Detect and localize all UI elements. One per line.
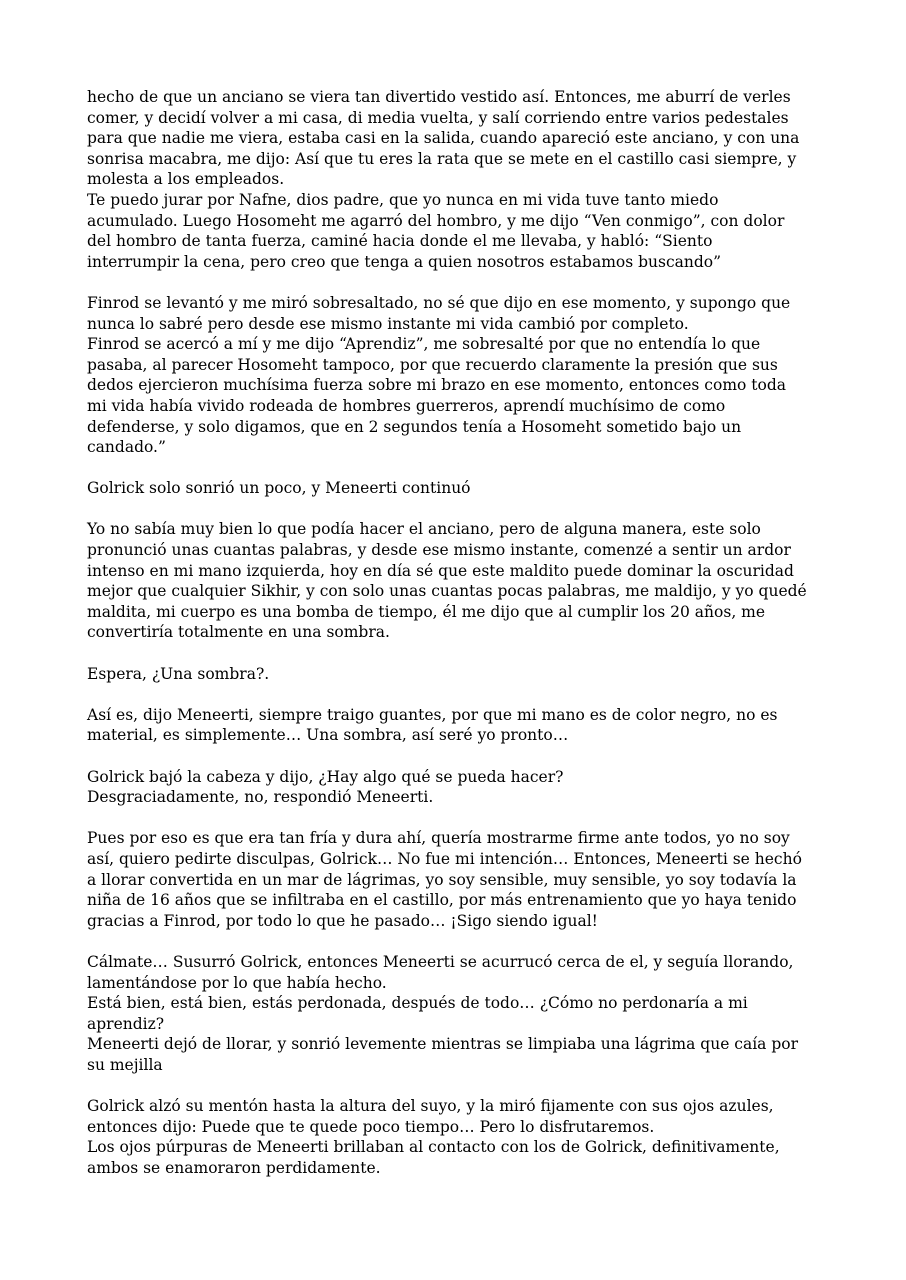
text-line: entonces dijo: Puede que te quede poco tiempo… Pero lo disfrutaremos. — [87, 1117, 655, 1136]
text-line: Te puedo jurar por Nafne, dios padre, que yo nunca en mi vida tuve tanto miedo — [87, 190, 719, 209]
text-line: Espera, ¿Una sombra?. — [87, 664, 270, 683]
text-line: así, quiero pedirte disculpas, Golrick… No fue mi intención… Entonces, Meneerti se hechó — [87, 849, 802, 868]
paragraph-spacer — [87, 272, 827, 293]
text-line: gracias a Finrod, por todo lo que he pasado… ¡Sigo siendo igual! — [87, 911, 598, 930]
text-line: Yo no sabía muy bien lo que podía hacer el anciano, pero de alguna manera, este solo — [87, 520, 761, 539]
text-line: sonrisa macabra, me dijo: Así que tu eres la rata que se mete en el castillo casi siempre, y — [87, 149, 797, 168]
text-line: mi vida había vivido rodeada de hombres guerreros, aprendí muchísimo de como — [87, 396, 726, 415]
text-line: su mejilla — [87, 1055, 163, 1074]
paragraph-spacer — [87, 643, 827, 664]
text-line: comer, y decidí volver a mi casa, di media vuelta, y salí corriendo entre varios pedestales — [87, 108, 789, 127]
document-page — [87, 87, 827, 1178]
paragraph-spacer — [87, 458, 827, 479]
text-line: Así es, dijo Meneerti, siempre traigo guantes, por que mi mano es de color negro, no es — [87, 705, 778, 724]
text-line: Meneerti dejó de llorar, y sonrió levemente mientras se limpiaba una lágrima que caía por — [87, 1035, 799, 1054]
text-line: Los ojos púrpuras de Meneerti brillaban al contacto con los de Golrick, definitivamente, — [87, 1138, 780, 1157]
paragraph-spacer — [87, 746, 827, 767]
text-line: molesta a los empleados. — [87, 170, 285, 189]
text-line: Está bien, está bien, estás perdonada, después de todo… ¿Cómo no perdonaría a mi — [87, 994, 748, 1013]
text-line: maldita, mi cuerpo es una bomba de tiempo, él me dijo que al cumplir los 20 años, me — [87, 602, 766, 621]
text-line: aprendiz? — [87, 1014, 165, 1033]
text-line: hecho de que un anciano se viera tan divertido vestido así. Entonces, me aburrí de verles — [87, 88, 791, 106]
paragraph-spacer — [87, 808, 827, 829]
text-line: del hombro de tanta fuerza, caminé hacia donde el me llevaba, y habló: “Siento — [87, 232, 713, 251]
text-line: ambos se enamoraron perdidamente. — [87, 1158, 381, 1177]
text-line: niña de 16 años que se infiltraba en el castillo, por más entrenamiento que yo haya tenido — [87, 891, 797, 910]
text-line: interrumpir la cena, pero creo que tenga a quien nosotros estabamos buscando” — [87, 252, 722, 271]
text-line: defenderse, y solo digamos, que en 2 segundos tenía a Hosomeht sometido bajo un — [87, 417, 742, 436]
text-line: Cálmate… Susurró Golrick, entonces Meneerti se acurrucó cerca de el, y seguía llorando, — [87, 952, 794, 971]
paragraph-spacer — [87, 1076, 827, 1097]
text-line: material, es simplemente… Una sombra, así seré yo pronto… — [87, 726, 569, 745]
text-line: a llorar convertida en un mar de lágrimas, yo soy sensible, muy sensible, yo soy todavía la — [87, 870, 797, 889]
text-line: Finrod se acercó a mí y me dijo “Aprendiz”, me sobresalté por que no entendía lo que — [87, 335, 761, 354]
text-line: nunca lo sabré pero desde ese mismo instante mi vida cambió por completo. — [87, 314, 689, 333]
text-line: acumulado. Luego Hosomeht me agarró del hombro, y me dijo “Ven conmigo”, con dolor — [87, 211, 785, 230]
text-line: Desgraciadamente, no, respondió Meneerti. — [87, 788, 434, 807]
paragraph-spacer — [87, 931, 827, 952]
text-line: lamentándose por lo que había hecho. — [87, 973, 387, 992]
text-line: Golrick bajó la cabeza y dijo, ¿Hay algo qué se pueda hacer? — [87, 767, 564, 786]
text-line: Pues por eso es que era tan fría y dura ahí, quería mostrarme firme ante todos, yo no soy — [87, 829, 790, 848]
text-line: Golrick solo sonrió un poco, y Meneerti continuó — [87, 479, 471, 498]
text-line: pasaba, al parecer Hosomeht tampoco, por que recuerdo claramente la presión que sus — [87, 355, 778, 374]
text-line: pronunció unas cuantas palabras, y desde ese mismo instante, comenzé a sentir un ardor — [87, 541, 791, 560]
text-line: Finrod se levantó y me miró sobresaltado, no sé que dijo en ese momento, y supongo que — [87, 293, 791, 312]
paragraph-spacer — [87, 499, 827, 520]
text-line: mejor que cualquier Sikhir, y con solo unas cuantas pocas palabras, me maldijo, y yo quedé — [87, 582, 807, 601]
text-line: dedos ejercieron muchísima fuerza sobre mi brazo en ese momento, entonces como toda — [87, 376, 786, 395]
text-line: convertiría totalmente en una sombra. — [87, 623, 390, 642]
text-line: para que nadie me viera, estaba casi en la salida, cuando apareció este anciano, y con una — [87, 129, 800, 148]
paragraph-spacer — [87, 684, 827, 705]
text-line: candado.” — [87, 438, 166, 457]
text-line: Golrick alzó su mentón hasta la altura del suyo, y la miró fijamente con sus ojos azules, — [87, 1097, 774, 1116]
text-line: intenso en mi mano izquierda, hoy en día sé que este maldito puede dominar la oscuridad — [87, 561, 794, 580]
